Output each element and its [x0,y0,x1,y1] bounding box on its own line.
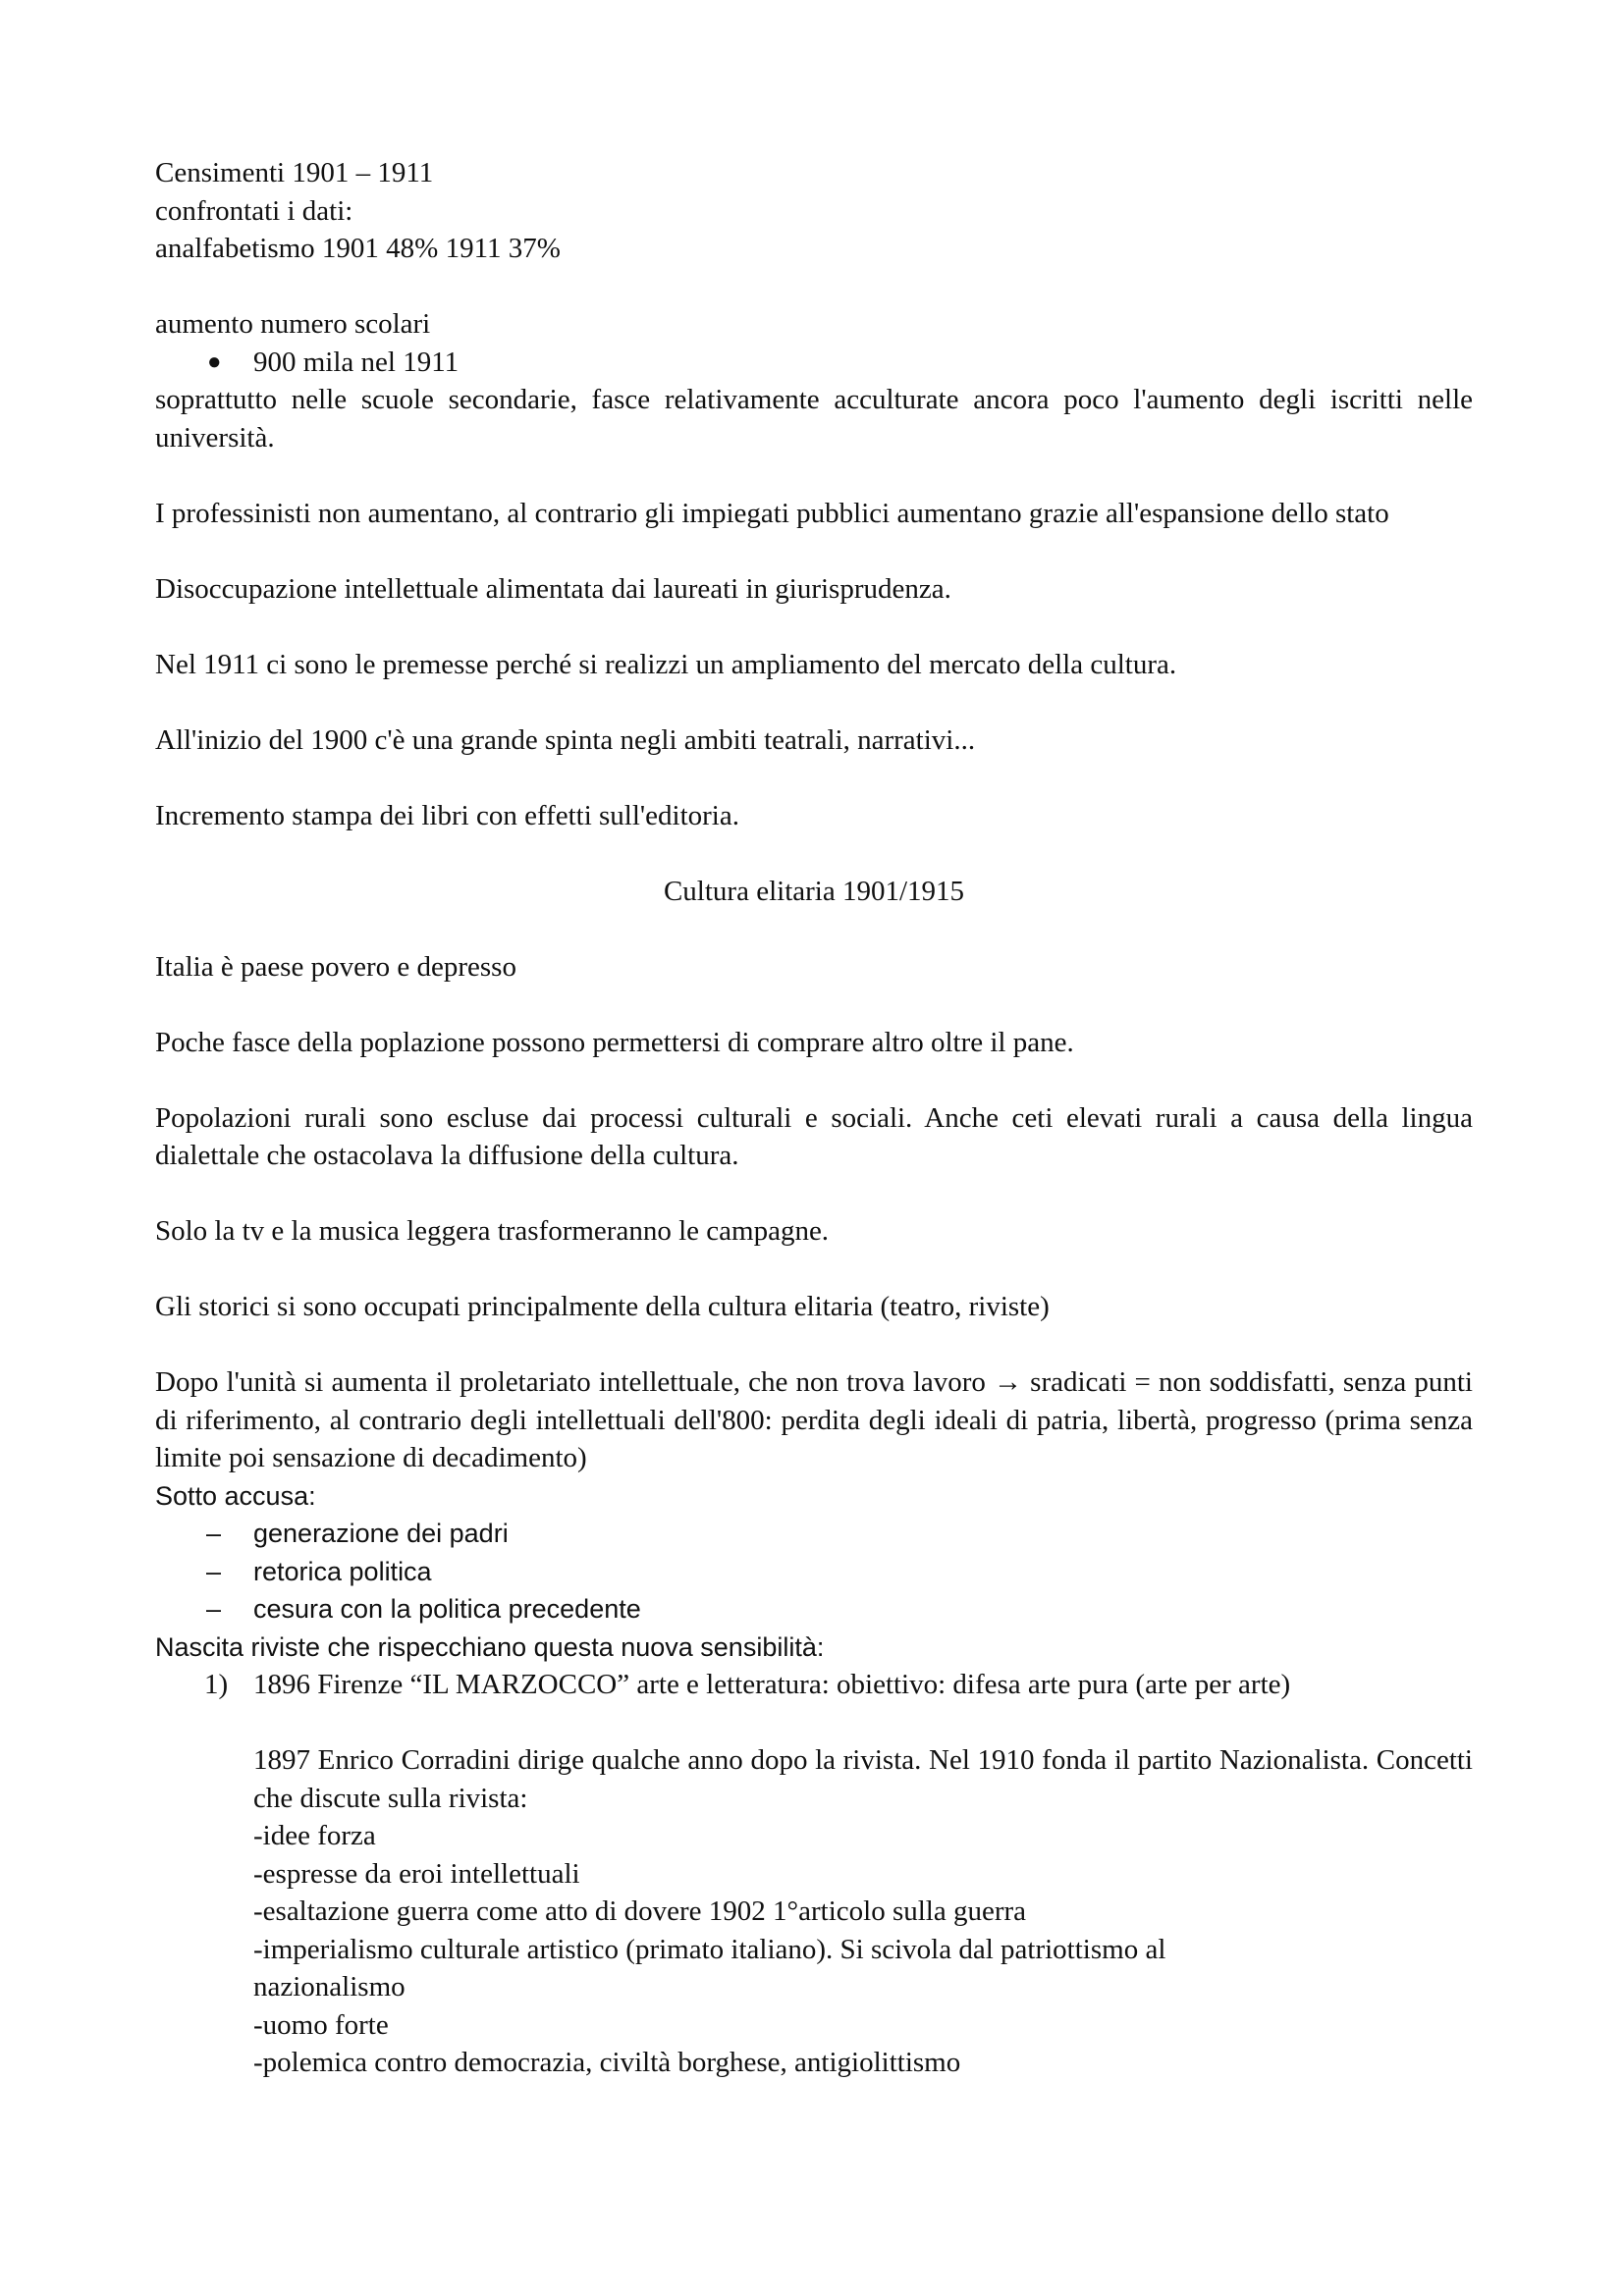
corradini-paragraph: 1897 Enrico Corradini dirige qualche anno dopo la rivista. Nel 1910 fonda il partito Nazionalista. Concetti che discute sulla rivista: [253,1744,1473,1814]
spacer [155,1175,1473,1213]
list-item [155,1515,1473,1553]
section-title: Cultura elitaria 1901/1915 [663,875,965,907]
spacer [155,456,1473,495]
paragraph: Poche fasce della poplazione possono permettersi di comprare altro oltre il pane. [155,1026,1074,1058]
list-item [155,1590,1473,1629]
spacer [155,532,1473,570]
doc-subtitle: confrontati i dati: [155,194,353,227]
spacer [155,1326,1473,1364]
paragraph: Dopo l'unità si aumenta il proletariato intellettuale, che non trova lavoro → sradicati = non soddisfatti, senza punti di riferimento, al contrario degli intellettuali dell'800: perdita degli ideali di patria, libertà, progresso (prima senza limite poi sensazione di decadimento) [155,1366,1473,1473]
spacer [155,834,1473,873]
accusa-list [155,1515,1473,1629]
list-item [155,344,1473,382]
list-item-text: 1896 Firenze “IL MARZOCCO” arte e letteratura: obiettivo: difesa arte pura (arte per arte) [253,1669,1291,1700]
spacer [155,1704,1473,1742]
paragraph: Italia è paese povero e depresso [155,950,516,983]
list-item-text: retorica politica [253,1556,432,1586]
paragraph: All'inizio del 1900 c'è una grande spinta negli ambiti teatrali, narrativi... [155,723,976,756]
paragraph: Disoccupazione intellettuale alimentata dai laureati in giurisprudenza. [155,572,951,605]
spacer [155,268,1473,306]
spacer [155,910,1473,948]
spacer [155,986,1473,1024]
list-item-text: 900 mila nel 1911 [253,346,460,378]
paragraph: I professinisti non aumentano, al contrario gli impiegati pubblici aumentano grazie all'espansione dello stato [155,497,1389,529]
spacer [155,1061,1473,1099]
list-item-text: generazione dei padri [253,1519,509,1548]
bullet-icon: ● [207,348,222,375]
paragraph: Popolazioni rurali sono escluse dai processi culturali e sociali. Anche ceti elevati rurali a causa della lingua dialettale che ostacolava la diffusione della cultura. [155,1101,1473,1171]
concept-line: -idee forza [253,1820,376,1851]
paragraph: Solo la tv e la musica leggera trasformeranno le campagne. [155,1215,830,1247]
accusa-heading: Sotto accusa: [155,1480,316,1511]
concept-line: -imperialismo culturale artistico (primato italiano). Si scivola dal patriottismo al nazionalismo [253,1933,1166,2002]
concept-line: -polemica contro democrazia, civiltà borghese, antigiolittismo [253,2047,961,2078]
riviste-heading: Nascita riviste che rispecchiano questa nuova sensibilità: [155,1631,825,1662]
concept-line: -uomo forte [253,2008,389,2041]
spacer [155,608,1473,646]
dash-icon: – [206,1556,222,1586]
document-page [155,154,1473,2082]
corradini-block [155,1741,1473,2082]
scolari-note: soprattutto nelle scuole secondarie, fasce relativamente acculturate ancora poco l'aumento degli iscritti nelle università. [155,384,1473,454]
paragraph: Nel 1911 ci sono le premesse perché si realizzi un ampliamento del mercato della cultura. [155,648,1177,680]
dash-icon: – [206,1594,222,1624]
list-number: 1) [204,1669,229,1700]
list-item [155,1553,1473,1591]
riviste-list [155,1666,1473,1704]
list-item-text: cesura con la politica precedente [253,1594,641,1624]
concept-line: -espresse da eroi intellettuali [253,1857,580,1890]
spacer [155,1251,1473,1289]
paragraph: Gli storici si sono occupati principalmente della cultura elitaria (teatro, riviste) [155,1291,1050,1322]
paragraph: Incremento stampa dei libri con effetti sull'editoria. [155,799,739,831]
dash-icon: – [206,1519,222,1548]
list-item [155,1666,1473,1704]
spacer [155,683,1473,721]
illiteracy-stats: analfabetismo 1901 48% 1911 37% [155,233,561,264]
scolari-list [155,344,1473,382]
doc-title: Censimenti 1901 – 1911 [155,157,434,188]
spacer [155,759,1473,797]
scolari-heading: aumento numero scolari [155,308,431,340]
concept-line: -esaltazione guerra come atto di dovere 1902 1°articolo sulla guerra [253,1896,1027,1927]
